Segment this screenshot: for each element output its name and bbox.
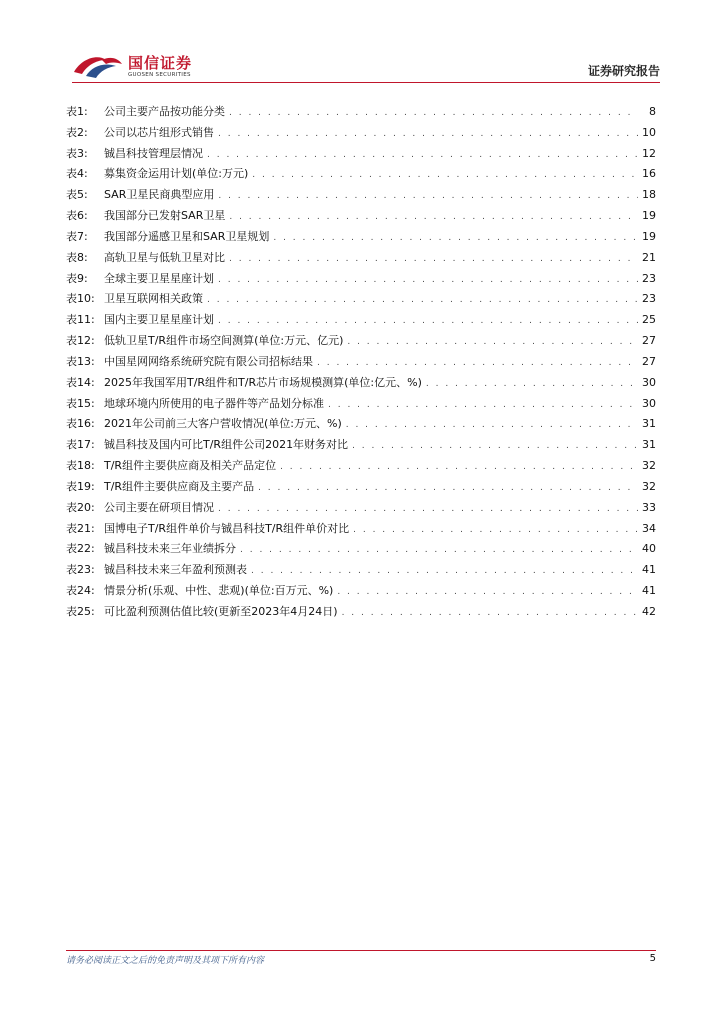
toc-leader-dots (207, 150, 638, 160)
page-number: 5 (649, 953, 656, 964)
toc-leader-dots (317, 358, 638, 368)
toc-leader-dots (252, 170, 638, 180)
toc-entry[interactable] (66, 290, 656, 311)
toc-entry[interactable] (66, 249, 656, 270)
toc-entry-label: 表6: (66, 209, 88, 223)
toc-entry-label: 表19: (66, 479, 95, 493)
report-type-label: 证券研究报告 (587, 64, 660, 78)
toc-entry-page: 34 (642, 521, 656, 535)
toc-entry-label: 表3: (66, 146, 88, 160)
toc-entry-title: 铖昌科技未来三年盈利预测表 (104, 563, 247, 577)
toc-entry-page: 31 (642, 417, 656, 431)
toc-entry-label: 表21: (66, 521, 95, 535)
toc-entry-title: 铖昌科技及国内可比T/R组件公司2021年财务对比 (104, 438, 349, 452)
toc-entry-label: 表5: (66, 188, 88, 202)
toc-leader-dots (229, 212, 638, 222)
table-of-tables (66, 103, 656, 624)
toc-leader-dots (218, 129, 638, 139)
toc-entry-title: 高轨卫星与低轨卫星对比 (104, 250, 225, 264)
toc-entry-label: 表22: (66, 542, 95, 556)
toc-entry-title: 全球主要卫星星座计划 (104, 271, 214, 285)
toc-entry[interactable] (66, 353, 656, 374)
toc-entry[interactable] (66, 582, 656, 603)
toc-entry-label: 表16: (66, 417, 95, 431)
toc-entry-page: 27 (642, 354, 656, 368)
toc-entry[interactable] (66, 520, 656, 541)
toc-entry-page: 12 (642, 146, 656, 160)
toc-leader-dots (426, 379, 638, 389)
toc-entry-label: 表17: (66, 438, 95, 452)
toc-entry[interactable] (66, 395, 656, 416)
toc-entry-title: 公司主要产品按功能分类 (104, 105, 225, 118)
toc-entry-label: 表20: (66, 500, 95, 514)
toc-leader-dots (352, 441, 638, 451)
toc-entry-label: 表4: (66, 167, 88, 181)
toc-entry-title: 我国部分已发射SAR卫星 (104, 209, 226, 223)
logo-chinese-name: 国信证券 (128, 54, 193, 72)
toc-leader-dots (353, 525, 638, 535)
toc-entry[interactable] (66, 415, 656, 436)
toc-leader-dots (240, 545, 638, 555)
toc-entry-title: 地球环境内所使用的电子器件等产品划分标准 (104, 396, 324, 410)
footer-divider (66, 950, 656, 951)
toc-entry-title: 可比盈利预测估值比较(更新至2023年4月24日) (104, 604, 338, 618)
toc-leader-dots (229, 108, 638, 118)
footer-disclaimer: 请务必阅读正文之后的免责声明及其项下所有内容 (66, 956, 265, 966)
toc-entry-label: 表8: (66, 250, 88, 264)
toc-entry-title: 公司以芯片组形式销售 (104, 125, 214, 139)
toc-entry-page: 30 (642, 396, 656, 410)
header-divider (72, 82, 660, 83)
toc-entry-label: 表25: (66, 604, 95, 618)
toc-leader-dots (347, 337, 638, 347)
toc-entry-page: 19 (642, 229, 656, 243)
toc-entry-label: 表23: (66, 563, 95, 577)
toc-entry-title: 2021年公司前三大客户营收情况(单位:万元、%) (104, 417, 342, 431)
toc-leader-dots (218, 504, 638, 514)
toc-entry-label: 表15: (66, 396, 95, 410)
toc-entry-title: 低轨卫星T/R组件市场空间测算(单位:万元、亿元) (104, 334, 344, 348)
toc-entry[interactable] (66, 311, 656, 332)
toc-entry[interactable] (66, 478, 656, 499)
toc-entry-title: T/R组件主要供应商及相关产品定位 (104, 459, 277, 473)
toc-entry[interactable] (66, 499, 656, 520)
toc-entry[interactable] (66, 207, 656, 228)
logo-english-name: GUOSEN SECURITIES (128, 72, 191, 78)
toc-entry-title: 国内主要卫星星座计划 (104, 313, 214, 327)
toc-leader-dots (328, 400, 638, 410)
toc-leader-dots (346, 420, 638, 430)
toc-entry[interactable] (66, 124, 656, 145)
toc-entry-label: 表1: (66, 105, 88, 118)
toc-entry-page: 21 (642, 250, 656, 264)
toc-entry[interactable] (66, 374, 656, 395)
toc-entry[interactable] (66, 103, 656, 124)
toc-entry[interactable] (66, 270, 656, 291)
toc-entry-title: SAR卫星民商典型应用 (104, 188, 215, 202)
toc-entry-title: 铖昌科技管理层情况 (104, 146, 203, 160)
toc-entry[interactable] (66, 186, 656, 207)
toc-entry-title: T/R组件主要供应商及主要产品 (104, 479, 255, 493)
toc-entry-page: 25 (642, 313, 656, 327)
guosen-logo (72, 50, 212, 82)
toc-entry-page: 31 (642, 438, 656, 452)
toc-entry-label: 表10: (66, 292, 95, 306)
toc-entry[interactable] (66, 436, 656, 457)
toc-entry-page: 27 (642, 334, 656, 348)
toc-entry-label: 表14: (66, 375, 95, 389)
toc-entry-page: 30 (642, 375, 656, 389)
toc-entry[interactable] (66, 457, 656, 478)
toc-entry[interactable] (66, 228, 656, 249)
toc-entry-label: 表13: (66, 354, 95, 368)
toc-entry-page: 23 (642, 292, 656, 306)
toc-entry-label: 表7: (66, 229, 88, 243)
toc-leader-dots (207, 295, 638, 305)
toc-entry[interactable] (66, 603, 656, 624)
toc-entry-page: 18 (642, 188, 656, 202)
toc-entry-label: 表11: (66, 313, 95, 327)
toc-entry-page: 32 (642, 459, 656, 473)
toc-leader-dots (258, 483, 638, 493)
toc-entry-title: 募集资金运用计划(单位:万元) (104, 167, 249, 181)
toc-entry-label: 表24: (66, 584, 95, 598)
guosen-logo-icon (72, 52, 124, 80)
toc-leader-dots (229, 254, 638, 264)
toc-entry[interactable] (66, 561, 656, 582)
toc-leader-dots (218, 191, 638, 201)
toc-entry-title: 中国星网网络系统研究院有限公司招标结果 (104, 354, 313, 368)
toc-entry-page: 33 (642, 500, 656, 514)
toc-leader-dots (273, 233, 638, 243)
toc-entry-label: 表9: (66, 271, 88, 285)
toc-entry-page: 10 (642, 125, 656, 139)
toc-entry[interactable] (66, 145, 656, 166)
toc-leader-dots (280, 462, 638, 472)
toc-leader-dots (218, 275, 638, 285)
toc-leader-dots (342, 608, 638, 618)
toc-entry-title: 公司主要在研项目情况 (104, 500, 214, 514)
toc-entry[interactable] (66, 165, 656, 186)
toc-entry-page: 40 (642, 542, 656, 556)
toc-leader-dots (218, 316, 638, 326)
page-header (72, 50, 660, 82)
toc-leader-dots (337, 587, 638, 597)
toc-entry-title: 情景分析(乐观、中性、悲观)(单位:百万元、%) (104, 584, 334, 598)
toc-entry[interactable] (66, 540, 656, 561)
toc-entry-page: 16 (642, 167, 656, 181)
toc-entry-page: 41 (642, 584, 656, 598)
toc-entry-title: 国博电子T/R组件单价与铖昌科技T/R组件单价对比 (104, 521, 350, 535)
toc-entry-page: 41 (642, 563, 656, 577)
toc-leader-dots (251, 566, 638, 576)
toc-entry-title: 2025年我国军用T/R组件和T/R芯片市场规模测算(单位:亿元、%) (104, 375, 422, 389)
toc-entry[interactable] (66, 332, 656, 353)
toc-entry-page: 32 (642, 479, 656, 493)
toc-entry-page: 8 (649, 105, 656, 118)
toc-entry-page: 19 (642, 209, 656, 223)
toc-entry-title: 卫星互联网相关政策 (104, 292, 203, 306)
toc-entry-title: 铖昌科技未来三年业绩拆分 (104, 542, 236, 556)
toc-entry-page: 23 (642, 271, 656, 285)
toc-entry-page: 42 (642, 604, 656, 618)
toc-entry-label: 表2: (66, 125, 88, 139)
toc-entry-label: 表18: (66, 459, 95, 473)
toc-entry-label: 表12: (66, 334, 95, 348)
toc-entry-title: 我国部分遥感卫星和SAR卫星规划 (104, 229, 270, 243)
